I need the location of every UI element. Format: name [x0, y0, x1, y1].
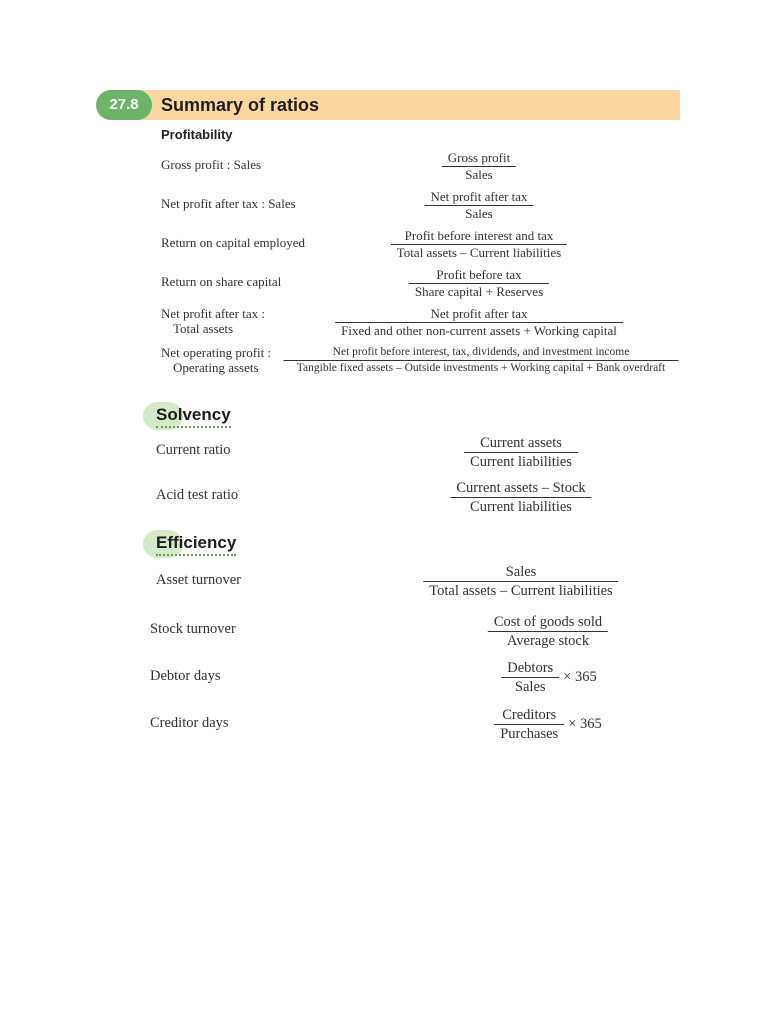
ratio-formula	[488, 613, 608, 650]
numerator: Sales	[505, 564, 537, 580]
denominator: Tangible fixed assets – Outside investments + Working capital + Bank overdraft	[296, 362, 666, 374]
ratio-formula	[442, 150, 516, 183]
ratio-label: Gross profit : Sales	[161, 157, 262, 172]
multiplier: × 365	[568, 716, 602, 732]
solvency-title: Solvency	[156, 405, 231, 428]
denominator: Sales	[465, 167, 493, 182]
ratio-formula	[335, 306, 623, 339]
denominator: Sales	[514, 679, 546, 695]
multiplier: × 365	[563, 669, 597, 685]
denominator: Current liabilities	[470, 454, 572, 470]
denominator: Sales	[465, 206, 493, 221]
ratio-label: Return on share capital	[161, 274, 282, 289]
ratio-label-line2: Total assets	[173, 321, 234, 336]
denominator: Current liabilities	[470, 499, 572, 515]
numerator: Cost of goods sold	[493, 614, 603, 630]
page-title: Summary of ratios	[161, 95, 320, 115]
ratio-label: Debtor days	[150, 668, 221, 684]
ratio-formula	[501, 659, 596, 696]
denominator: Average stock	[506, 633, 590, 649]
ratio-label: Creditor days	[150, 715, 229, 731]
ratio-formula	[450, 479, 591, 516]
fraction	[501, 659, 559, 696]
ratio-formula	[464, 434, 578, 471]
ratio-label: Acid test ratio	[156, 487, 239, 503]
ratio-formula	[391, 228, 567, 261]
denominator: Purchases	[500, 726, 559, 742]
ratio-label: Net profit after tax : Sales	[161, 196, 296, 211]
numerator: Net profit before interest, tax, dividends, and investment income	[332, 346, 630, 358]
section-number-badge: 27.8	[96, 90, 152, 120]
ratio-formula	[409, 267, 549, 300]
numerator: Debtors	[507, 660, 554, 676]
ratio-formula	[423, 563, 618, 600]
ratio-label: Stock turnover	[150, 621, 236, 637]
efficiency-title: Efficiency	[156, 533, 236, 556]
numerator: Net profit after tax	[430, 306, 528, 321]
numerator: Gross profit	[447, 150, 511, 165]
profitability-heading: Profitability	[161, 127, 233, 142]
denominator: Fixed and other non-current assets + Working capital	[341, 323, 617, 338]
ratio-label: Net profit after tax :	[161, 306, 265, 321]
ratio-formula	[284, 345, 679, 376]
numerator: Profit before tax	[436, 267, 522, 282]
numerator: Current assets	[480, 435, 562, 451]
ratio-label: Current ratio	[156, 442, 231, 458]
numerator: Creditors	[502, 707, 557, 723]
denominator: Total assets – Current liabilities	[429, 583, 613, 599]
ratio-label: Net operating profit :	[161, 345, 272, 360]
numerator: Current assets – Stock	[456, 480, 586, 496]
denominator: Total assets – Current liabilities	[396, 245, 562, 260]
ratio-label: Return on capital employed	[161, 235, 306, 250]
ratio-formula	[424, 189, 533, 222]
ratio-label: Asset turnover	[156, 572, 241, 588]
numerator: Net profit after tax	[430, 189, 528, 204]
denominator: Share capital + Reserves	[414, 284, 544, 299]
ratio-formula	[494, 706, 602, 743]
numerator: Profit before interest and tax	[404, 228, 554, 243]
section-header-banner	[96, 90, 680, 120]
ratio-label-line2: Operating assets	[173, 360, 259, 375]
fraction	[494, 706, 564, 743]
